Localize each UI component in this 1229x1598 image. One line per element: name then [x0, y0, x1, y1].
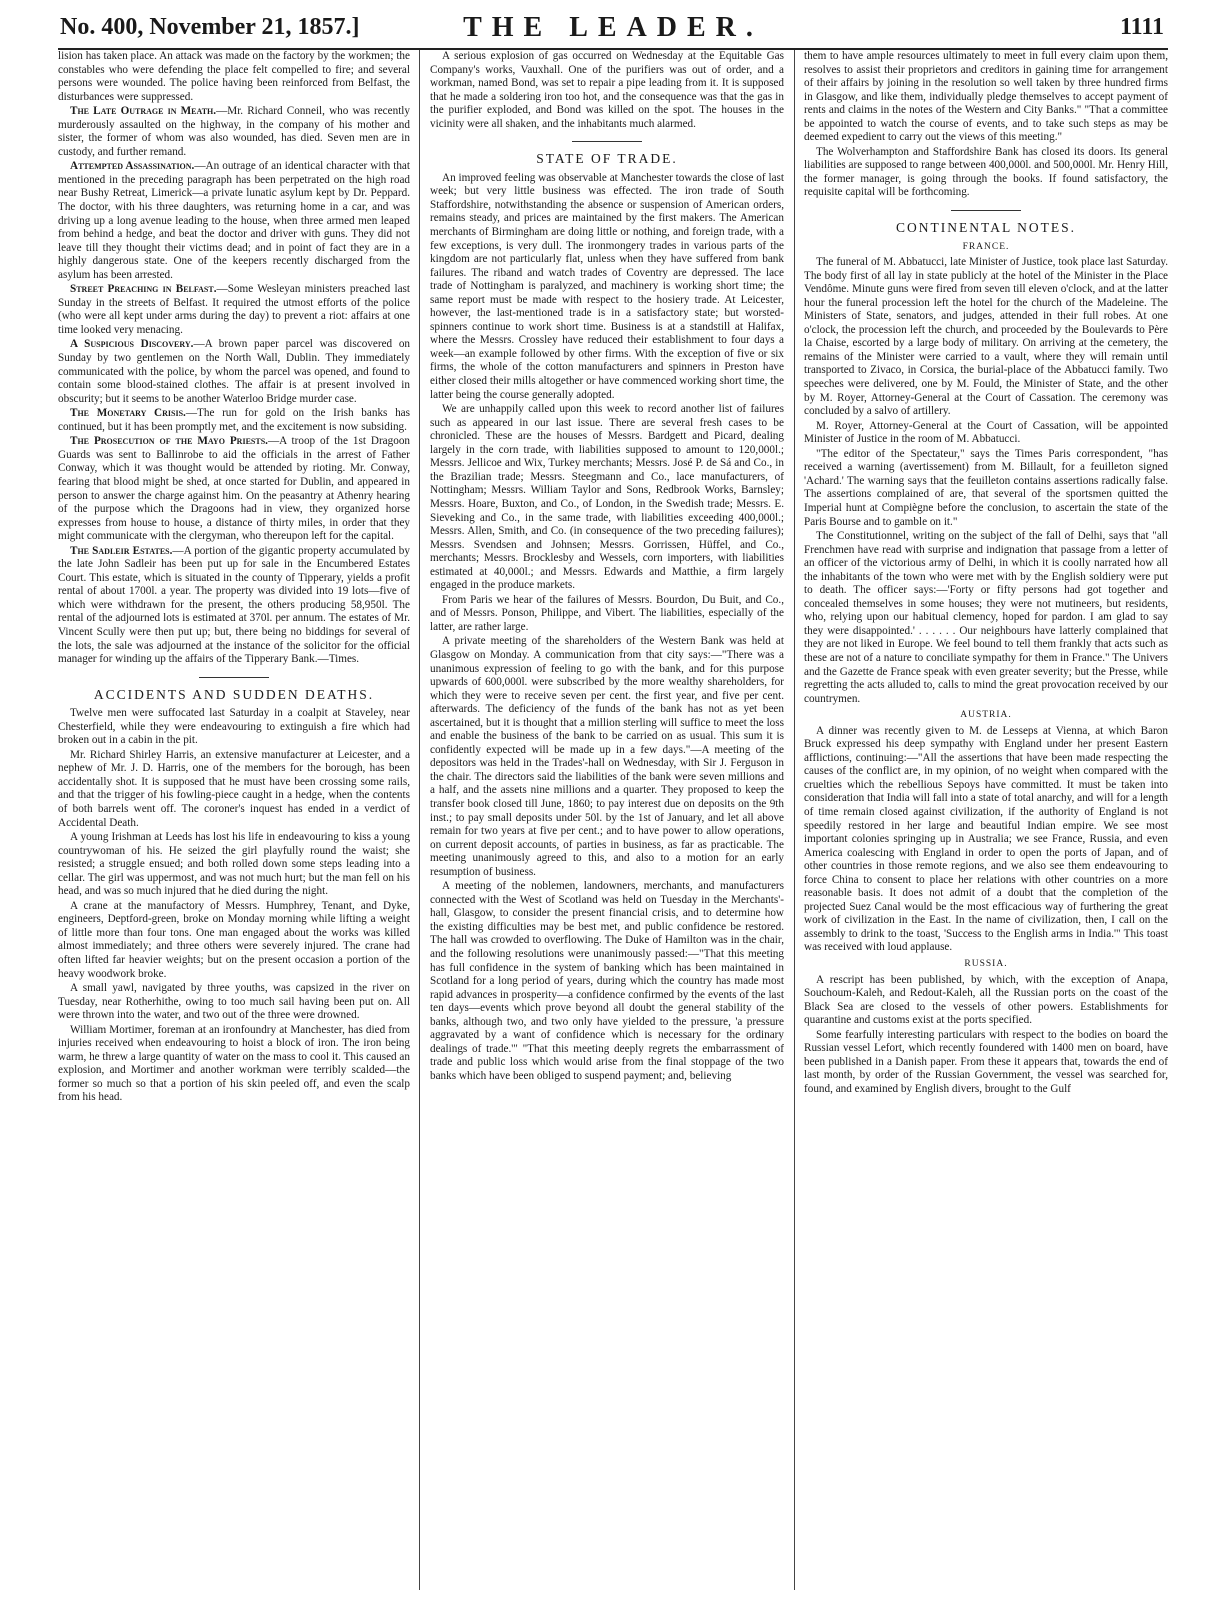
item-text: —A brown paper parcel was discovered on Sunday by two gentlemen on the North Wall, Dublin. They immediately communicated with the police, by whom the parcel was opened, and found to contain some blood-stained clothes. The affair is at present involved in obscurity; but it seems to be another Waterloo Bridge murder case.	[58, 338, 410, 405]
article-paragraph: lision has taken place. An attack was made on the factory by the workmen; the constables who were defending the place felt compelled to fire; and several persons were wounded. The police having been reinforced from Belfast, the disturbances were suppressed.	[58, 50, 410, 103]
article-paragraph: A meeting of the noblemen, landowners, merchants, and manufacturers connected with the West of Scotland was held on Tuesday in the Merchants'-hall, Glasgow, to consider the present financial crisis, and to determine how the existing difficulties may be best met, and public confidence be restored. The hall was crowded to overflowing. The Duke of Hamilton was in the chair, and the following resolutions were unanimously passed:—"That this meeting has full confidence in the system of banking which has been maintained in Scotland for a long period of years, during which the country has made most rapid advances in prosperity—a confidence confirmed by the events of the last ten days—events which prove beyond all doubt the general stability of the banks, although two, and two only have yielded to the pressure, 'a pressure aggravated by a want of confidence which is necessary for the ordinary dealings of trade.'" "That this meeting deeply regrets the embarrassment of trade and public loss which would arise from the final stoppage of the two banks which have been obliged to suspend payment; and, believing	[430, 880, 784, 1082]
article-paragraph: William Mortimer, foreman at an ironfoundry at Manchester, has died from injuries received when endeavouring to hoist a block of iron. The iron being warm, he threw a large quantity of water on the mass to cool it. This caused an explosion, and Mortimer and another workman were terribly scalded—the former so much so that a portion of his skin peeled off, and even the scalp from his head.	[58, 1023, 410, 1104]
item-text: —The run for gold on the Irish banks has continued, but it has been promptly met, and the excitement is now subsiding.	[58, 407, 410, 433]
section-rule	[951, 210, 1021, 211]
item-heading: The Prosecution of the Mayo Priests.	[70, 435, 268, 448]
article-paragraph: A small yawl, navigated by three youths, was capsized in the river on Tuesday, near Rotherhithe, owing to too much sail having been put on. All were thrown into the water, and two out of the three were drowned.	[58, 982, 410, 1022]
article-paragraph: The Constitutionnel, writing on the subject of the fall of Delhi, says that "all Frenchmen have read with surprise and indignation that passage from a letter of an officer of the victorious army of Delhi, in which it is coolly narrated how all the inhabitants of the town who were met with by the English soldiery were put to death. The officer says:—'Forty or fifty persons had got together and concealed themselves in some houses; they were not mutineers, but residents, who, relying upon our habitual clemency, hoped for pardon. I am glad to say they were disappointed.' . . . . . . Our neighbours have latterly complained that they are not liked in Europe. We feel bound to tell them frankly that acts such as these are not of a nature to conciliate sympathy for them in France." The Univers and the Gazette de France speak with even greater severity; but the Presse, while regretting the acts alluded to, calls to mind the great provocation received by our countrymen.	[804, 530, 1168, 705]
section-rule	[199, 677, 269, 678]
item-heading: The Late Outrage in Meath.	[70, 105, 217, 118]
article-paragraph: Some fearfully interesting particulars with respect to the bodies on board the Russian vessel Lefort, which recently foundered with 1400 men on board, have been published in a Danish paper. From these it appears that, towards the end of last month, by order of the Russian Government, the vessel was searched for, found, and examined by English divers, brought to the Gulf	[804, 1028, 1168, 1095]
item-text: —Some Wesleyan ministers preached last Sunday in the streets of Belfast. It required the utmost efforts of the police (who were all kept under arms during the day) to prevent a riot: affairs at one time looked very menacing.	[58, 283, 410, 336]
column-3	[804, 50, 1168, 1590]
item-heading: The Sadleir Estates.	[70, 544, 173, 557]
subsection-austria: AUSTRIA.	[960, 710, 1012, 721]
article-paragraph: An improved feeling was observable at Manchester towards the close of last week; but very little business was effected. The iron trade of South Staffordshire, notwithstanding the absence or suspension of American orders, remains steady, and prices are maintained by the first makers. The American merchants of Birmingham are doing little or nothing, and foreign trade, with a few exceptions, is very dull. The ironmongery trades in various parts of the kingdom are not particularly flat, unless when they have suffered from bank failures. The riband and watch trades of Coventry are depressed. The lace trade of Nottingham is paralyzed, and machinery is working short time; the same report must be made with respect to the hosiery trade. At Leicester, however, the last-mentioned trade is in a satisfactory state; but worsted-spinners continue to work short time. Business is at a standstill at Halifax, where the Messrs. Crossley have reduced their establishment to four days a week—an example followed by other firms. With the exception of five or six firms, the whole of the cotton manufacturers and spinners in Preston have either closed their mills altogether or have commenced working short time, the latter being the course generally adopted.	[430, 171, 784, 401]
article-paragraph: Mr. Richard Shirley Harris, an extensive manufacturer at Leicester, and a nephew of Mr. J. D. Harris, one of the members for the borough, has been accidentally shot. It is supposed that he must have been crossing some rails, and that the trigger of his fowling-piece caught in a hedge, when the contents of both barrels went off. The coroner's inquest has ended in a verdict of Accidental Death.	[58, 748, 410, 829]
article-paragraph: A crane at the manufactory of Messrs. Humphrey, Tenant, and Dyke, engineers, Deptford-green, broke on Monday morning while lifting a weight of little more than four tons. One man engaged about the works was killed almost immediately; and three others were severely injured. The crane had often lifted far heavier weights; but on the present occasion a portion of the heavy woodwork broke.	[58, 899, 410, 980]
article-paragraph: The Wolverhampton and Staffordshire Bank has closed its doors. Its general liabilities are supposed to range between 400,000l. and 500,000l. Mr. Henry Hill, the former manager, is going through the books. If found satisfactory, the requisite capital will be forthcoming.	[804, 145, 1168, 199]
news-item	[58, 545, 410, 667]
section-heading-continental: CONTINENTAL NOTES.	[896, 220, 1076, 236]
item-heading: Attempted Assassination.	[70, 160, 195, 173]
article-paragraph: A private meeting of the shareholders of the Western Bank was held at Glasgow on Monday. A communication from that city says:—"There was a unanimous expression of feeling to go with the bank, and for this purpose upwards of 600,000l. were subscribed by the more wealthy shareholders, for which they were to receive seven per cent. the first year, and five per cent. afterwards. The deficiency of the funds of the bank has not as yet been ascertained, but it is thought that a million sterling will suffice to meet the loss and enable the business of the bank to be carried on as usual. This sum it is confidently expected will be made up in a few days."—A meeting of the depositors was held in the Trades'-hall on Wednesday, with Sir J. Ferguson in the chair. The directors said the liabilities of the bank were seven millions and a half, and the assets nine millions and a quarter. They proposed to keep the transfer book closed till June, 1860; to pay interest due on deposits on the 9th inst.; to pay small deposits under 50l. by the 1st of January, and let all above remain for two years at five per cent.; and to have power to allow operations, on current deposit accounts, of parties in business, as far as practicable. The meeting unanimously agreed to this, and also to a motion for an early resumption of business.	[430, 635, 784, 878]
page-number: 1111	[1119, 14, 1164, 40]
news-item	[58, 407, 410, 434]
article-columns	[58, 50, 1168, 1590]
news-item	[58, 105, 410, 159]
column-2	[430, 50, 784, 1590]
subsection-france: FRANCE.	[962, 241, 1010, 252]
news-item	[58, 283, 410, 337]
section-heading-accidents: ACCIDENTS AND SUDDEN DEATHS.	[93, 686, 375, 702]
article-paragraph: A young Irishman at Leeds has lost his life in endeavouring to kiss a young countrywoman of his. He seized the girl playfully round the waist; she resisted; a struggle ensued; and both rolled down some steps leading into a cellar. The girl was uppermost, and was not much hurt; but the man fell on his head, and was so much injured that he died during the night.	[58, 831, 410, 898]
article-paragraph: We are unhappily called upon this week to record another list of failures such as appeared in our last issue. There are several fresh cases to be chronicled. These are the houses of Messrs. Bardgett and Picard, dealing largely in the corn trade, with liabilities supposed to amount to 120,000l.; Messrs. Jellicoe and Wix, Turkey merchants; Messrs. José P. de Sá and Co., in the Brazilian trade; Messrs. Steegmann and Co., lace manufacturers, of Nottingham; Messrs. William Taylor and Sons, Redbrook Works, Barnsley; Messrs. Hoare, Buxton, and Co., of London, in the Swedish trade; Messrs. E. Sieveking and Co., in the same trade, with liabilities exceeding 400,000l.; Messrs. Allen, Smith, and Co. (in consequence of the two preceding failures); Messrs. Svendsen and Johnsen; Messrs. Gorrissen, Hüffel, and Co., merchants; Messrs. Brocklesby and Wessels, corn importers, with liabilities estimated at 40,000l.; and Messrs. Edwards and Matthie, a firm largely engaged in the produce markets.	[430, 403, 784, 592]
subsection-russia: RUSSIA.	[964, 959, 1008, 969]
item-heading: Street Preaching in Belfast.	[70, 283, 217, 296]
item-text: —An outrage of an identical character with that mentioned in the preceding paragraph has been perpetrated on the high road near Bushy Retreat, Limerick—a private lunatic asylum kept by Dr. Peppard. The doctor, with his three daughters, was returning home in a car, and was driving up a long avenue leading to the house, when three armed men leaped from behind a hedge, and beat the doctor and driver with guns. They did not leave till they thought their victims dead; and in point of fact they are in a highly dangerous state. One of the keepers recently discharged from the asylum has been arrested.	[58, 160, 410, 281]
article-paragraph: A serious explosion of gas occurred on Wednesday at the Equitable Gas Company's works, Vauxhall. One of the purifiers was out of order, and a workman, named Bond, was set to repair a pipe leading from it. It is supposed that he made a soldering iron too hot, and the consequence was that the gas in the purifier exploded, and Bond was killed on the spot. The houses in the vicinity were all shaken, and the inhabitants much alarmed.	[430, 50, 784, 130]
item-heading: A Suspicious Discovery.	[70, 338, 194, 351]
article-paragraph: Twelve men were suffocated last Saturday in a coalpit at Staveley, near Chesterfield, while they were endeavouring to extinguish a fire which had broken out in a cabin in the pit.	[58, 707, 410, 747]
item-text: —A portion of the gigantic property accumulated by the late John Sadleir has been put up for sale in the Encumbered Estates Court. This estate, which is situated in the county of Tipperary, yields a profit rental of about 1700l. a year. The property was divided into 19 lots—five of which were withdrawn for the present, the others producing 58,950l. The rental of the adjourned lots is estimated at 370l. per annum. The estates of Mr. Vincent Scully were then put up; but, there being no biddings for several of the lots, the sale was adjourned at the instance of the solicitor for the official manager for winding up the affairs of the Tipperary Bank.—Times.	[58, 544, 410, 666]
article-paragraph: "The editor of the Spectateur," says the Times Paris correspondent, "has received a warning (avertissement) from M. Billault, for a feuilleton signed 'Achard.' The warning says that the feuilleton contains assertions radically false. The assertions complained of are, that several of the sportsmen quitted the Imperial hunt at Compiègne before the conclusion, to ascertain the state of the Paris Bourse and to gamble on it."	[804, 447, 1168, 528]
masthead	[58, 14, 1168, 50]
news-item	[58, 338, 410, 406]
column-divider	[794, 50, 795, 1590]
news-item	[58, 160, 410, 282]
column-1	[58, 50, 410, 1590]
column-divider	[419, 50, 420, 1590]
item-text: —A troop of the 1st Dragoon Guards was sent to Ballinrobe to aid the officials in the arrest of Father Conway, which it was thought would be attended by rioting. Mr. Conway, fearing that blood might be shed, at once started for Dublin, and appeared in person to answer the charge against him. On the peasantry at Athenry hearing of the purpose which the Dragoons had in view, they organized horse expresses from house to house, a distance of thirty miles, in order that they might communicate with the clergyman, who thereupon left for the capital.	[58, 435, 410, 543]
issue-date: No. 400, November 21, 1857.]	[60, 14, 360, 40]
article-paragraph: M. Royer, Attorney-General at the Court of Cassation, will be appointed Minister of Justice in the room of M. Abbatucci.	[804, 419, 1168, 446]
item-heading: The Monetary Crisis.	[70, 407, 186, 420]
news-item	[58, 435, 410, 543]
article-paragraph: The funeral of M. Abbatucci, late Minister of Justice, took place last Saturday. The body first of all lay in state publicly at the hotel of the Minister in the Place Vendôme. Minute guns were fired from seven till eleven o'clock, and at the latter hour the funeral procession left the hotel for the church of the Madeleine. The Ministers of State, senators, and judges, attended in their full robes. At one o'clock, the procession left the church, and proceeded by the Boulevards to Père la Chaise, escorted by a large body of military. On arriving at the cemetery, the remains of the Minister were carried to a vault, where they will remain until transported to Zivaco, in Corsica, the burial-place of the Abbatucci family. Two speeches were delivered, one by M. Fould, the Minister of State, and the other by M. Royer, Attorney-General at the Court of Cassation. The ceremony was concluded by a salvo of artillery.	[804, 256, 1168, 418]
article-paragraph: them to have ample resources ultimately to meet in full every claim upon them, resolves to assist their proprietors and creditors in gaining time for arrangement of their affairs by joining in the resolution so well taken by three hundred firms in Glasgow, and like them, individually pledge themselves to accept payment of rents and claims in the notes of the Western and City Banks." "That a committee be appointed to watch the course of events, and to take such steps as may be deemed expedient to carry out the views of this meeting."	[804, 50, 1168, 144]
section-heading-trade: STATE OF TRADE.	[536, 151, 678, 167]
article-paragraph: A dinner was recently given to M. de Lesseps at Vienna, at which Baron Bruck expressed his deep sympathy with England under her present Eastern afflictions, continuing:—"All the assertions that have been made respecting the causes of the conflict are, in my opinion, of no weight when compared with the cruelties which the rebellious Sepoys have committed. It must be taken into consideration that India will fall into a state of total anarchy, and will for a length of time remain closed against civilization, if the authority of England is not speedily restored in her large and beautiful Indian empire. We see most important colonies springing up in Australia; we see France, Russia, and even America coalescing with England in order to open the ports of Japan, and of other countries in those remote regions, and we also see them endeavouring to force China to consent to place her relations with other countries on a more reasonable basis. It does not admit of a doubt that the completion of the projected Suez Canal would be the most efficacious way of furthering the great work of civilization in the East. In the name of civilization, then, I call on the assembly to drink to the toast, 'Success to the English arms in India.'" This toast was received with loud applause.	[804, 724, 1168, 954]
article-paragraph: From Paris we hear of the failures of Messrs. Bourdon, Du Buit, and Co., and of Messrs. Ponson, Philippe, and Vibert. The liabilities, especially of the latter, are rather large.	[430, 593, 784, 633]
newspaper-title: THE LEADER.	[463, 12, 763, 43]
article-paragraph: A rescript has been published, by which, with the exception of Anapa, Souchoum-Kaleh, and Redout-Kaleh, all the Russian ports on the coast of the Black Sea are closed to the vessels of other powers. Establishments for quarantine and customs exist at the ports specified.	[804, 973, 1168, 1027]
section-rule	[572, 141, 642, 142]
item-text: —Mr. Richard Conneil, who was recently murderously assaulted on the highway, in the company of his mother and sister, the former of whom was also wounded, has died. Seven men are in custody, and further remand.	[58, 105, 410, 158]
